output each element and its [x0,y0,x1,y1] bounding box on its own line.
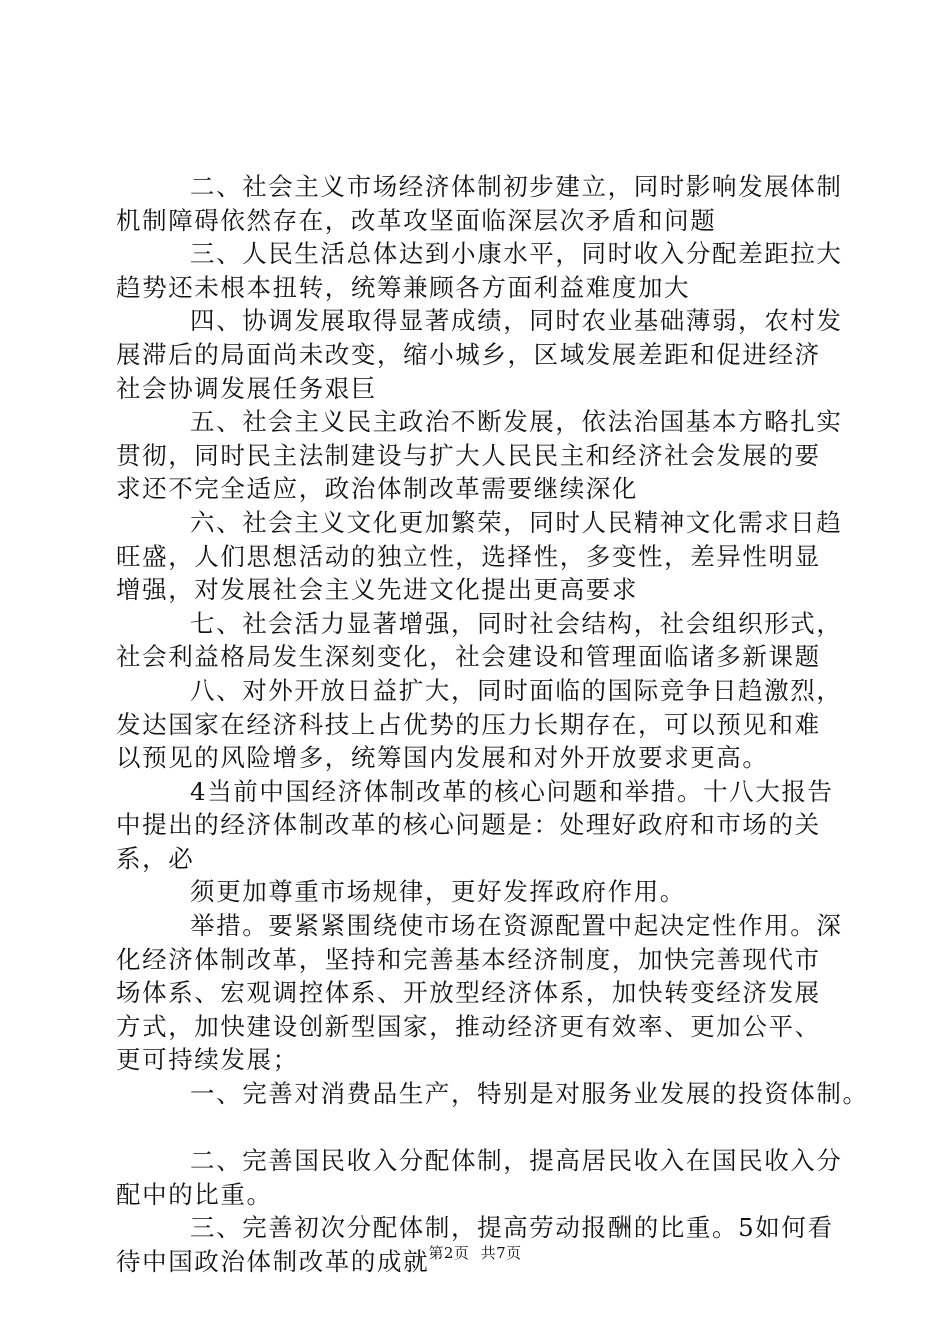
text-line: 五、社会主义民主政治不断发展，依法治国基本方略扎实 [190,407,843,437]
page-total: 共7页 [480,1244,522,1262]
text-line: 六、社会主义文化更加繁荣，同时人民精神文化需求日趋 [190,507,843,537]
text-line: 贯彻，同时民主法制建设与扩大人民民主和经济社会发展的要 [116,440,821,470]
text-line: 4当前中国经济体制改革的核心问题和举措。十八大报告 [190,776,834,806]
text-line: 须更加尊重市场规律，更好发挥政府作用。 [190,877,686,907]
text-line: 中提出的经济体制改革的核心问题是：处理好政府和市场的关 [116,810,821,840]
text-line: 以预见的风险增多，统筹国内发展和对外开放要求更高。 [116,743,769,773]
document-body [116,170,869,1279]
text-line: 发达国家在经济科技上占优势的压力长期存在，可以预见和难 [116,709,821,739]
text-line: 增强，对发展社会主义先进文化提出更高要求 [116,575,638,605]
text-line: 社会协调发展任务艰巨 [116,373,377,403]
text-line: 举措。要紧紧围绕使市场在资源配置中起决定性作用。深 [190,911,843,941]
text-line: 系，必 [116,843,195,873]
text-line: 一、完善对消费品生产，特别是对服务业发展的投资体制。 [190,1079,869,1109]
text-line: 趋势还未根本扭转，统筹兼顾各方面利益难度加大 [116,272,691,302]
text-line: 待中国政治体制改革的成就 [116,1247,430,1276]
text-line: 配中的比重。 [116,1179,273,1209]
text-line: 展滞后的局面尚未改变，缩小城乡，区域发展差距和促进经济 [116,339,821,369]
text-line: 求还不完全适应，政治体制改革需要继续深化 [116,474,638,504]
text-line: 化经济体制改革，坚持和完善基本经济制度，加快完善现代市 [116,944,821,974]
page-footer [0,1242,950,1263]
text-line: 场体系、宏观调控体系、开放型经济体系，加快转变经济发展 [116,978,821,1008]
text-line: 七、社会活力显著增强，同时社会结构，社会组织形式， [190,608,843,638]
blank-line [116,1111,856,1145]
text-line: 三、人民生活总体达到小康水平，同时收入分配差距拉大 [190,239,843,269]
text-line: 方式，加快建设创新型国家，推动经济更有效率、更加公平、 [116,1011,821,1041]
text-line: 八、对外开放日益扩大，同时面临的国际竞争日趋激烈， [190,675,843,705]
text-line: 二、完善国民收入分配体制，提高居民收入在国民收入分 [190,1146,843,1176]
text-line: 社会利益格局发生深刻变化，社会建设和管理面临诸多新课题 [116,642,821,672]
text-line: 二、社会主义市场经济体制初步建立，同时影响发展体制 [190,172,843,201]
text-line: 三、完善初次分配体制，提高劳动报酬的比重。5如何看 [190,1213,834,1243]
text-line: 更可持续发展； [116,1045,299,1075]
page-number: 第2页 [428,1244,470,1262]
text-line: 旺盛，人们思想活动的独立性，选择性，多变性，差异性明显 [116,541,821,571]
text-line: 机制障碍依然存在，改革攻坚面临深层次矛盾和问题 [116,205,717,235]
text-line: 四、协调发展取得显著成绩，同时农业基础薄弱，农村发 [190,306,843,336]
